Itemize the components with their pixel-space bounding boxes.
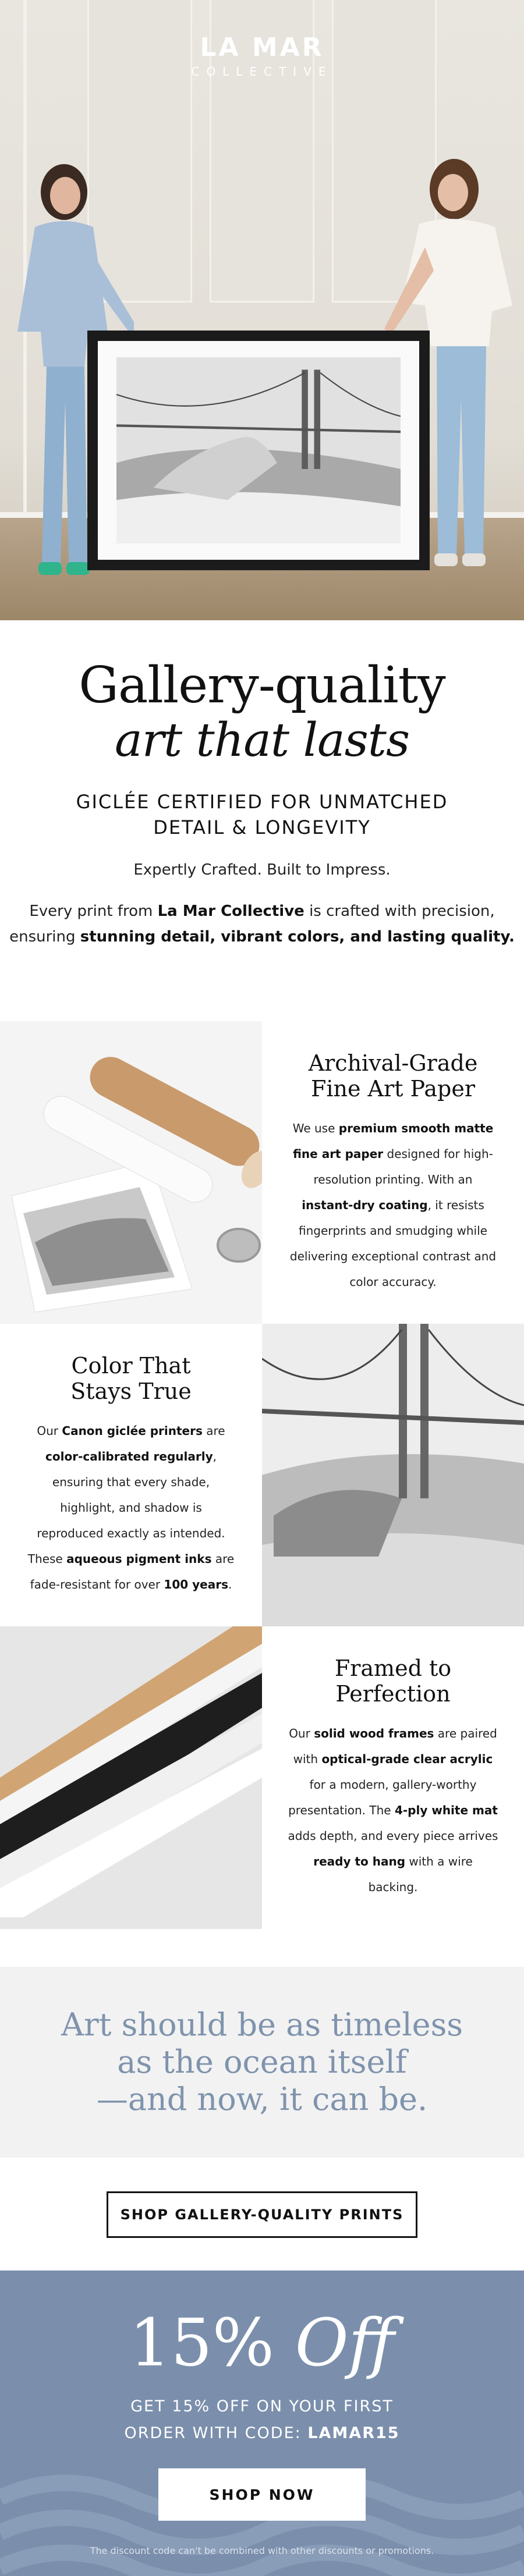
quote-text: Art should be as timeless as the ocean itself —and now, it can be. (61, 2006, 463, 2117)
hero-image (0, 0, 524, 620)
feature-body-text: are fade-resistant for over (30, 1552, 235, 1591)
feature-body-bold: ready to hang (313, 1854, 406, 1868)
feature-body-text: for a modern, gallery-worthy presentation. The (288, 1778, 477, 1817)
intro-c: ensuring (9, 928, 80, 946)
intro-a: Every print from (29, 903, 158, 920)
feature-body-bold: Canon giclée printers (62, 1424, 203, 1438)
shop-prints-button[interactable]: SHOP GALLERY-QUALITY PRINTS (107, 2191, 417, 2238)
tagline: Expertly Crafted. Built to Impress. (133, 861, 391, 879)
feature-body-text: are paired with (293, 1726, 497, 1766)
feature-body-bold: instant-dry coating (302, 1198, 428, 1212)
headline-line1: Gallery-quality (79, 656, 445, 715)
feature-body-text: , ensuring that every shade, highlight, and shadow is reproduced exactly as intended. These (27, 1449, 225, 1566)
feature-title: Archival-Grade Fine Art Paper (308, 1050, 478, 1102)
headline-section (0, 658, 524, 950)
bridge-illustration (116, 357, 401, 543)
framed-print (87, 331, 430, 570)
feature-body-text: with a wire backing. (368, 1854, 473, 1894)
offer-line1: GET 15% OFF ON YOUR FIRST (130, 2397, 394, 2415)
shop-now-button[interactable]: SHOP NOW (158, 2468, 366, 2521)
feature-body-bold: solid wood frames (314, 1726, 434, 1740)
subhead-line1: GICLÉE CERTIFIED FOR UNMATCHED (76, 791, 448, 813)
intro-bold: stunning detail, vibrant colors, and lasting quality. (80, 928, 515, 946)
quote-section (0, 1967, 524, 2158)
offer-title (0, 2305, 524, 2381)
intro-b: is crafted with precision, (304, 903, 495, 920)
cta-section (0, 2159, 524, 2271)
feature-body-bold: color-calibrated regularly (45, 1449, 213, 1463)
bridge-photo-illustration (262, 1324, 524, 1626)
paper-image (0, 1021, 262, 1324)
intro-text (0, 898, 524, 950)
discount-code: LAMAR15 (307, 2424, 400, 2442)
frame-corners-illustration (0, 1626, 262, 1929)
feature-body-text: Our (37, 1424, 62, 1438)
feature-body-text: designed for high-resolution printing. With an (313, 1147, 493, 1186)
brand-name: LA MAR (200, 33, 324, 62)
paper-roll-illustration (0, 1021, 262, 1324)
brand-sub: COLLECTIVE (191, 65, 333, 79)
frame-text (262, 1626, 524, 1929)
color-text (0, 1324, 262, 1626)
brand-logo[interactable] (0, 33, 524, 79)
offer-off: Off (295, 2305, 395, 2381)
subhead-line2: DETAIL & LONGEVITY (153, 816, 371, 838)
feature-body-bold: 100 years (164, 1577, 228, 1591)
headline-line2: art that lasts (115, 713, 409, 767)
feature-body-bold: optical-grade clear acrylic (321, 1752, 493, 1766)
frames-image (0, 1626, 262, 1929)
feature-body-text: , it resists fingerprints and smudging while delivering exceptional contrast and color accuracy. (289, 1198, 497, 1289)
feature-body (288, 1115, 498, 1295)
offer-pct: 15% (129, 2305, 275, 2381)
disclaimer: The discount code can't be combined with other discounts or promotions. (90, 2545, 434, 2556)
feature-title: Color That Stays True (70, 1353, 192, 1404)
feature-body-bold: premium smooth matte fine art paper (293, 1121, 494, 1161)
feature-body-text: are (202, 1424, 225, 1438)
feature-body-text: Our (289, 1726, 314, 1740)
feature-paper (0, 1021, 524, 1324)
intro-brand: La Mar Collective (157, 903, 305, 920)
feature-title: Framed to Perfection (334, 1655, 452, 1707)
feature-body-text: . (228, 1577, 232, 1591)
feature-color (0, 1324, 524, 1626)
subhead (0, 789, 524, 840)
feature-frame (0, 1626, 524, 1929)
feature-body-text: adds depth, and every piece arrives (288, 1829, 498, 1843)
offer-section (0, 2271, 524, 2576)
feature-body-bold: 4-ply white mat (394, 1803, 498, 1817)
feature-body (26, 1418, 236, 1597)
bridge-print (116, 357, 401, 543)
feature-body-text: We use (292, 1121, 339, 1135)
paper-text (262, 1021, 524, 1324)
feature-body-bold: aqueous pigment inks (66, 1552, 212, 1566)
feature-body (288, 1721, 498, 1900)
offer-line2: ORDER WITH CODE: LAMAR15 (124, 2424, 400, 2442)
bridge-image (262, 1324, 524, 1626)
